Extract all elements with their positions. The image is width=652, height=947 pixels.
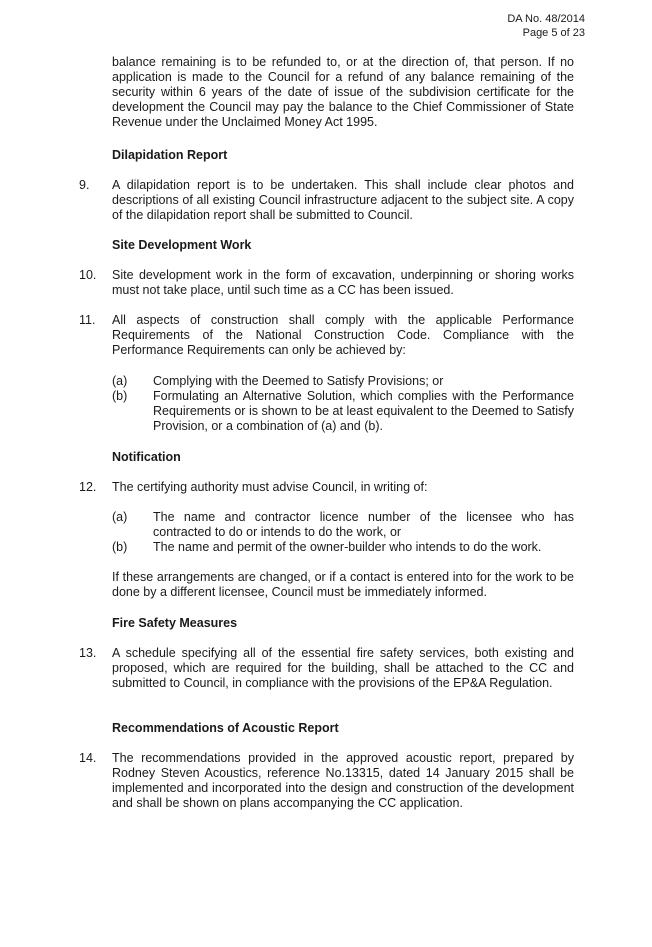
item-number-14: 14. [79, 751, 97, 765]
item-12-b-label: (b) [112, 540, 128, 554]
heading-dilapidation: Dilapidation Report [112, 148, 228, 162]
notification-closing: If these arrangements are changed, or if a contact is entered into for the work to be done by a different licensee, Council must be immediately informed. [112, 570, 574, 599]
da-number: DA No. 48/2014 [507, 13, 585, 25]
item-12-b-text: The name and permit of the owner-builder who intends to do the work. [153, 540, 542, 554]
item-number-9: 9. [79, 178, 90, 192]
heading-site-development: Site Development Work [112, 238, 252, 252]
item-number-10: 10. [79, 268, 97, 282]
item-text-14: The recommendations provided in the approved acoustic report, prepared by Rodney Steven Acoustics, reference No.13315, dated 14 January 2015 shall be implemented and incorporated into the design and construction of the development and shall be shown on plans accompanying the CC application. [112, 751, 574, 810]
item-number-13: 13. [79, 646, 97, 660]
intro-paragraph: balance remaining is to be refunded to, or at the direction of, that person. If no application is made to the Council for a refund of any balance remaining of the security within 6 years of the date of issue of the subdivision certificate for the development the Council may pay the balance to the Chief Commissioner of State Revenue under the Unclaimed Money Act 1995. [112, 55, 574, 129]
item-11-a-text: Complying with the Deemed to Satisfy Provisions; or [153, 374, 444, 388]
item-number-12: 12. [79, 480, 97, 494]
item-text-10: Site development work in the form of excavation, underpinning or shoring works must not take place, until such time as a CC has been issued. [112, 268, 574, 297]
item-text-12: The certifying authority must advise Council, in writing of: [112, 480, 428, 494]
page-number: Page 5 of 23 [522, 27, 585, 39]
item-text-13: A schedule specifying all of the essential fire safety services, both existing and proposed, which are required for the building, shall be attached to the CC and submitted to Council, in compliance with the provisions of the EP&A Regulation. [112, 646, 574, 690]
item-text-9: A dilapidation report is to be undertaken. This shall include clear photos and descriptions of all existing Council infrastructure adjacent to the subject site. A copy of the dilapidation report shall be submitted to Council. [112, 178, 574, 222]
item-11-b-label: (b) [112, 389, 128, 403]
item-11-b-text: Formulating an Alternative Solution, which complies with the Performance Requirements or is shown to be at least equivalent to the Deemed to Satisfy Provision, or a combination of (a) and (b). [153, 389, 574, 433]
item-12-a-text: The name and contractor licence number of the licensee who has contracted to do or intends to do the work, or [153, 510, 574, 539]
item-number-11: 11. [79, 313, 96, 327]
heading-fire-safety: Fire Safety Measures [112, 616, 238, 630]
item-11-a-label: (a) [112, 374, 128, 388]
heading-acoustic-report: Recommendations of Acoustic Report [112, 721, 339, 735]
item-text-11: All aspects of construction shall comply with the applicable Performance Requirements of the National Construction Code. Compliance with the Performance Requirements can only be achieved by: [112, 313, 574, 357]
heading-notification: Notification [112, 450, 181, 464]
page-header [507, 12, 585, 40]
item-12-a-label: (a) [112, 510, 128, 524]
